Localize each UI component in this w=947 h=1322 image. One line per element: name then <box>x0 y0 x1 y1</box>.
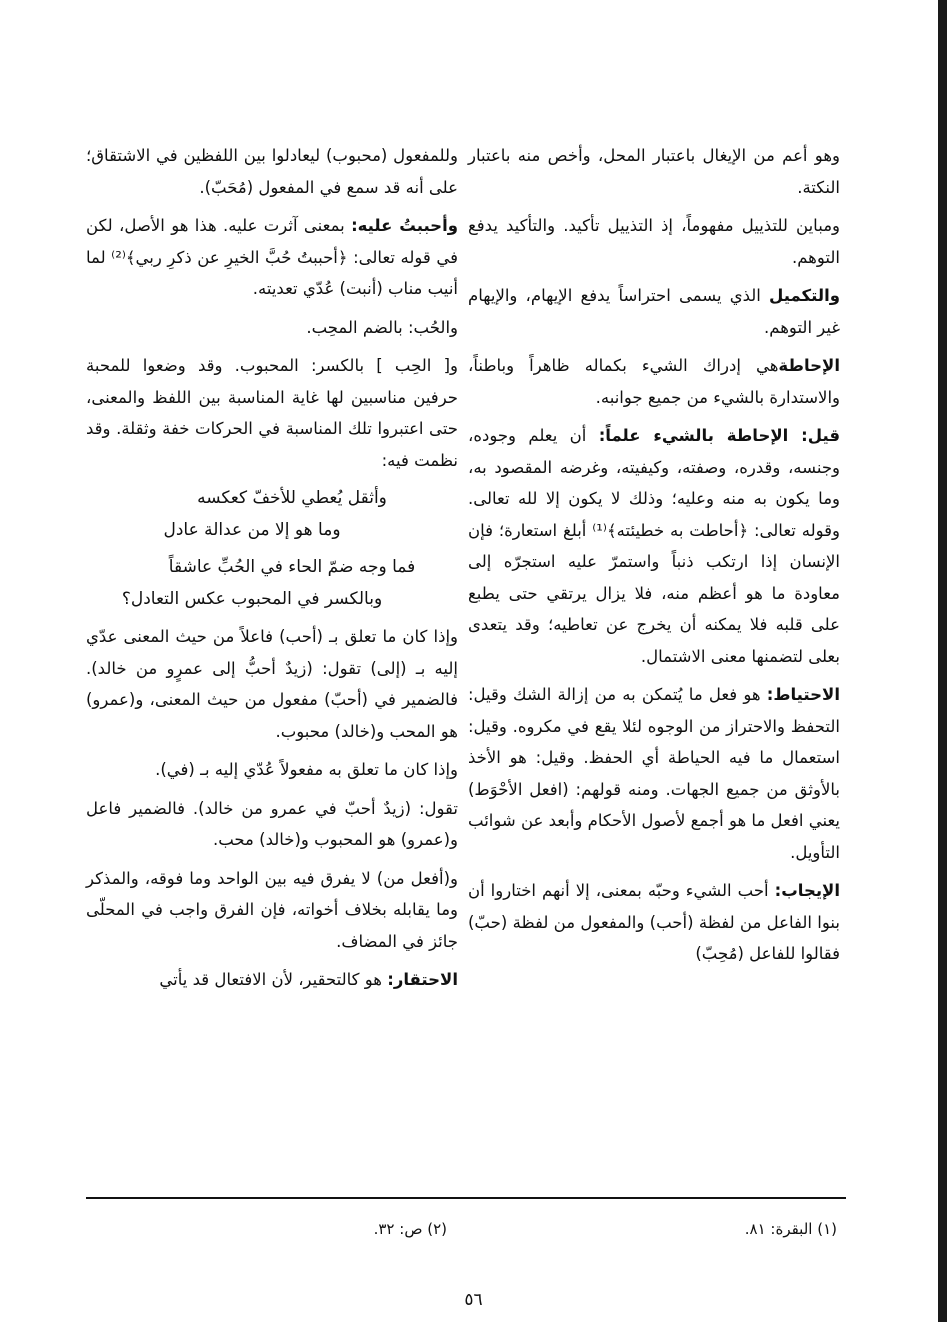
left-column <box>86 140 458 1003</box>
footnote-divider <box>86 1197 846 1199</box>
poem-verse <box>86 483 458 546</box>
paragraph <box>86 621 458 747</box>
term-heading: الإحاطة <box>778 356 840 375</box>
paragraph-text: تقول: (زيدٌ أحبّ في عمرو من خالد). فالضمير فاعل و(عمرو) هو المحبوب و(خالد) محب. <box>86 798 458 849</box>
paragraph <box>86 863 458 958</box>
term-heading: قيل: الإحاطة بالشيء علماً: <box>598 426 840 445</box>
paragraph-text: الذي يسمى احتراساً يدفع الإيهام، والإيهام غير التوهم. <box>468 286 840 337</box>
paragraph-text: وللمفعول (محبوب) ليعادلوا بين اللفظين في الاشتقاق؛ على أنه قد سمع في المفعول (مُحَبّ). <box>86 146 458 197</box>
paragraph-text: هو فعل ما يُتمكن به من إزالة الشك وقيل: التحفظ والاحتراز من الوجوه لئلا يقع في مكروه. وقيل: استعمال ما فيه الحياطة أي الحفظ. وقيل: هو الأخذ بالأوثق من جميع الجهات. ومنه قولهم: (افعل الأحْوَط) يعني افعل ما هو أجمع لأصول الأحكام وأبعد عن شوائب التأويل. <box>468 685 840 862</box>
paragraph <box>468 140 840 203</box>
term-heading: الاحتياط: <box>766 685 840 704</box>
paragraph-text: و[ الحِب ] بالكسر: المحبوب. وقد وضعوا للمحبة حرفين مناسبين لها غاية المناسبة بين اللفظ والمعنى، حتى اعتبروا تلك المناسبة في الحركات خفة وثقلة. وقد نظمت فيه: <box>86 356 458 470</box>
paragraph-text: أحب الشيء وحبّه بمعنى، إلا أنهم اختاروا أن بنوا الفاعل من لفظة (أحب) والمفعول من لفظة (حبّ) فقالوا للفاعل (مُحِبّ) <box>468 881 840 963</box>
paragraph <box>86 312 458 344</box>
paragraph-text: وهو أعم من الإيغال باعتبار المحل، وأخص منه باعتبار النكتة. <box>468 146 840 197</box>
paragraph-text: بمعنى آثرت عليه. هذا هو الأصل، لكن في قوله تعالى: ﴿أحببتُ حُبَّ الخيرِ عن ذكرِ ربي﴾⁽²⁾ لما أنيب مناب (أنبت) عُدّي تعديته. <box>86 216 458 298</box>
paragraph <box>468 210 840 273</box>
term-heading: الاحتقار: <box>387 970 458 989</box>
paragraph <box>468 875 840 970</box>
paragraph <box>468 420 840 672</box>
paragraph-text: هو كالتحقير، لأن الافتعال قد يأتي <box>159 970 388 989</box>
paragraph <box>86 754 458 786</box>
paragraph-text: ومباين للتذييل مفهوماً، إذ التذييل تأكيد. والتأكيد يدفع التوهم. <box>468 216 840 267</box>
right-column <box>468 140 840 977</box>
verse-hemistich: وبالكسر في المحبوب عكس التعادل؟ <box>121 588 383 609</box>
paragraph-text: و(أفعل من) لا يفرق فيه بين الواحد وما فوقه، والمذكر وما يقابله بخلاف أخواته، فإن الفرق واجب في المحلّى جائز في المضاف. <box>86 868 458 951</box>
footnote-1: (١) البقرة: ٨١. <box>744 1220 837 1238</box>
paragraph <box>86 210 458 305</box>
term-heading: وأحببتُ عليه: <box>351 216 458 235</box>
poem-verse <box>86 552 458 615</box>
paragraph <box>86 964 458 996</box>
paragraph <box>86 350 458 476</box>
term-heading: الإيجاب: <box>774 881 840 900</box>
paragraph <box>86 140 458 203</box>
paragraph-text: وإذا كان ما تعلق به مفعولاً عُدّي إليه بـ (في). <box>155 760 458 779</box>
paragraph <box>468 679 840 868</box>
verse-hemistich: فما وجه ضمّ الحاء في الحُبِّ عاشقاً <box>168 557 416 577</box>
paragraph-text: أن يعلم وجوده، وجنسه، وقدره، وصفته، وكيفيته، وغرضه المقصود به، وما يكون به منه وعليه؛ وذلك لا يكون إلا لله تعالى. وقوله تعالى: ﴿أحاطت به خطيئته﴾⁽¹⁾ أبلغ استعارة؛ فإن الإنسان إذا ارتكب ذنباً واستمرّ عليه استجرّه إلى معاودة ما هو أعظم منه، فلا يزال يرتقي حتى يطبع على قلبه فلا يمكنه أن يخرج عن تعاطيه؛ وقد يتعدى بعلى لتضمنها معنى الاشتمال. <box>468 426 840 666</box>
paragraph <box>86 793 458 856</box>
footnote-2: (٢) ص: ٣٢. <box>373 1220 447 1238</box>
paragraph <box>468 280 840 343</box>
verse-hemistich: وأثقل يُعطي للأخفّ كعكسه <box>197 488 387 508</box>
paragraph-text: وإذا كان ما تعلق بـ (أحب) فاعلاً من حيث المعنى عدّي إليه بـ (إلى) تقول: (زيدٌ أحبُّ إلى عمرٍو من خالد). فالضمير في (أحبّ) مفعول من حيث المعنى، و(عمرو) هو المحب و(خالد) محبوب. <box>86 627 458 741</box>
paragraph-text: هي إدراك الشيء بكماله ظاهراً وباطناً، والاستدارة بالشيء من جميع جوانبه. <box>468 356 840 407</box>
page-number: ٥٦ <box>464 1290 483 1310</box>
scan-edge <box>938 0 947 1322</box>
paragraph <box>468 350 840 413</box>
paragraph-text: والحُب: بالضم المحِب. <box>306 317 458 337</box>
verse-hemistich: وما هو إلا من عدالة عادل <box>163 519 341 540</box>
term-heading: والتكميل <box>769 286 840 305</box>
